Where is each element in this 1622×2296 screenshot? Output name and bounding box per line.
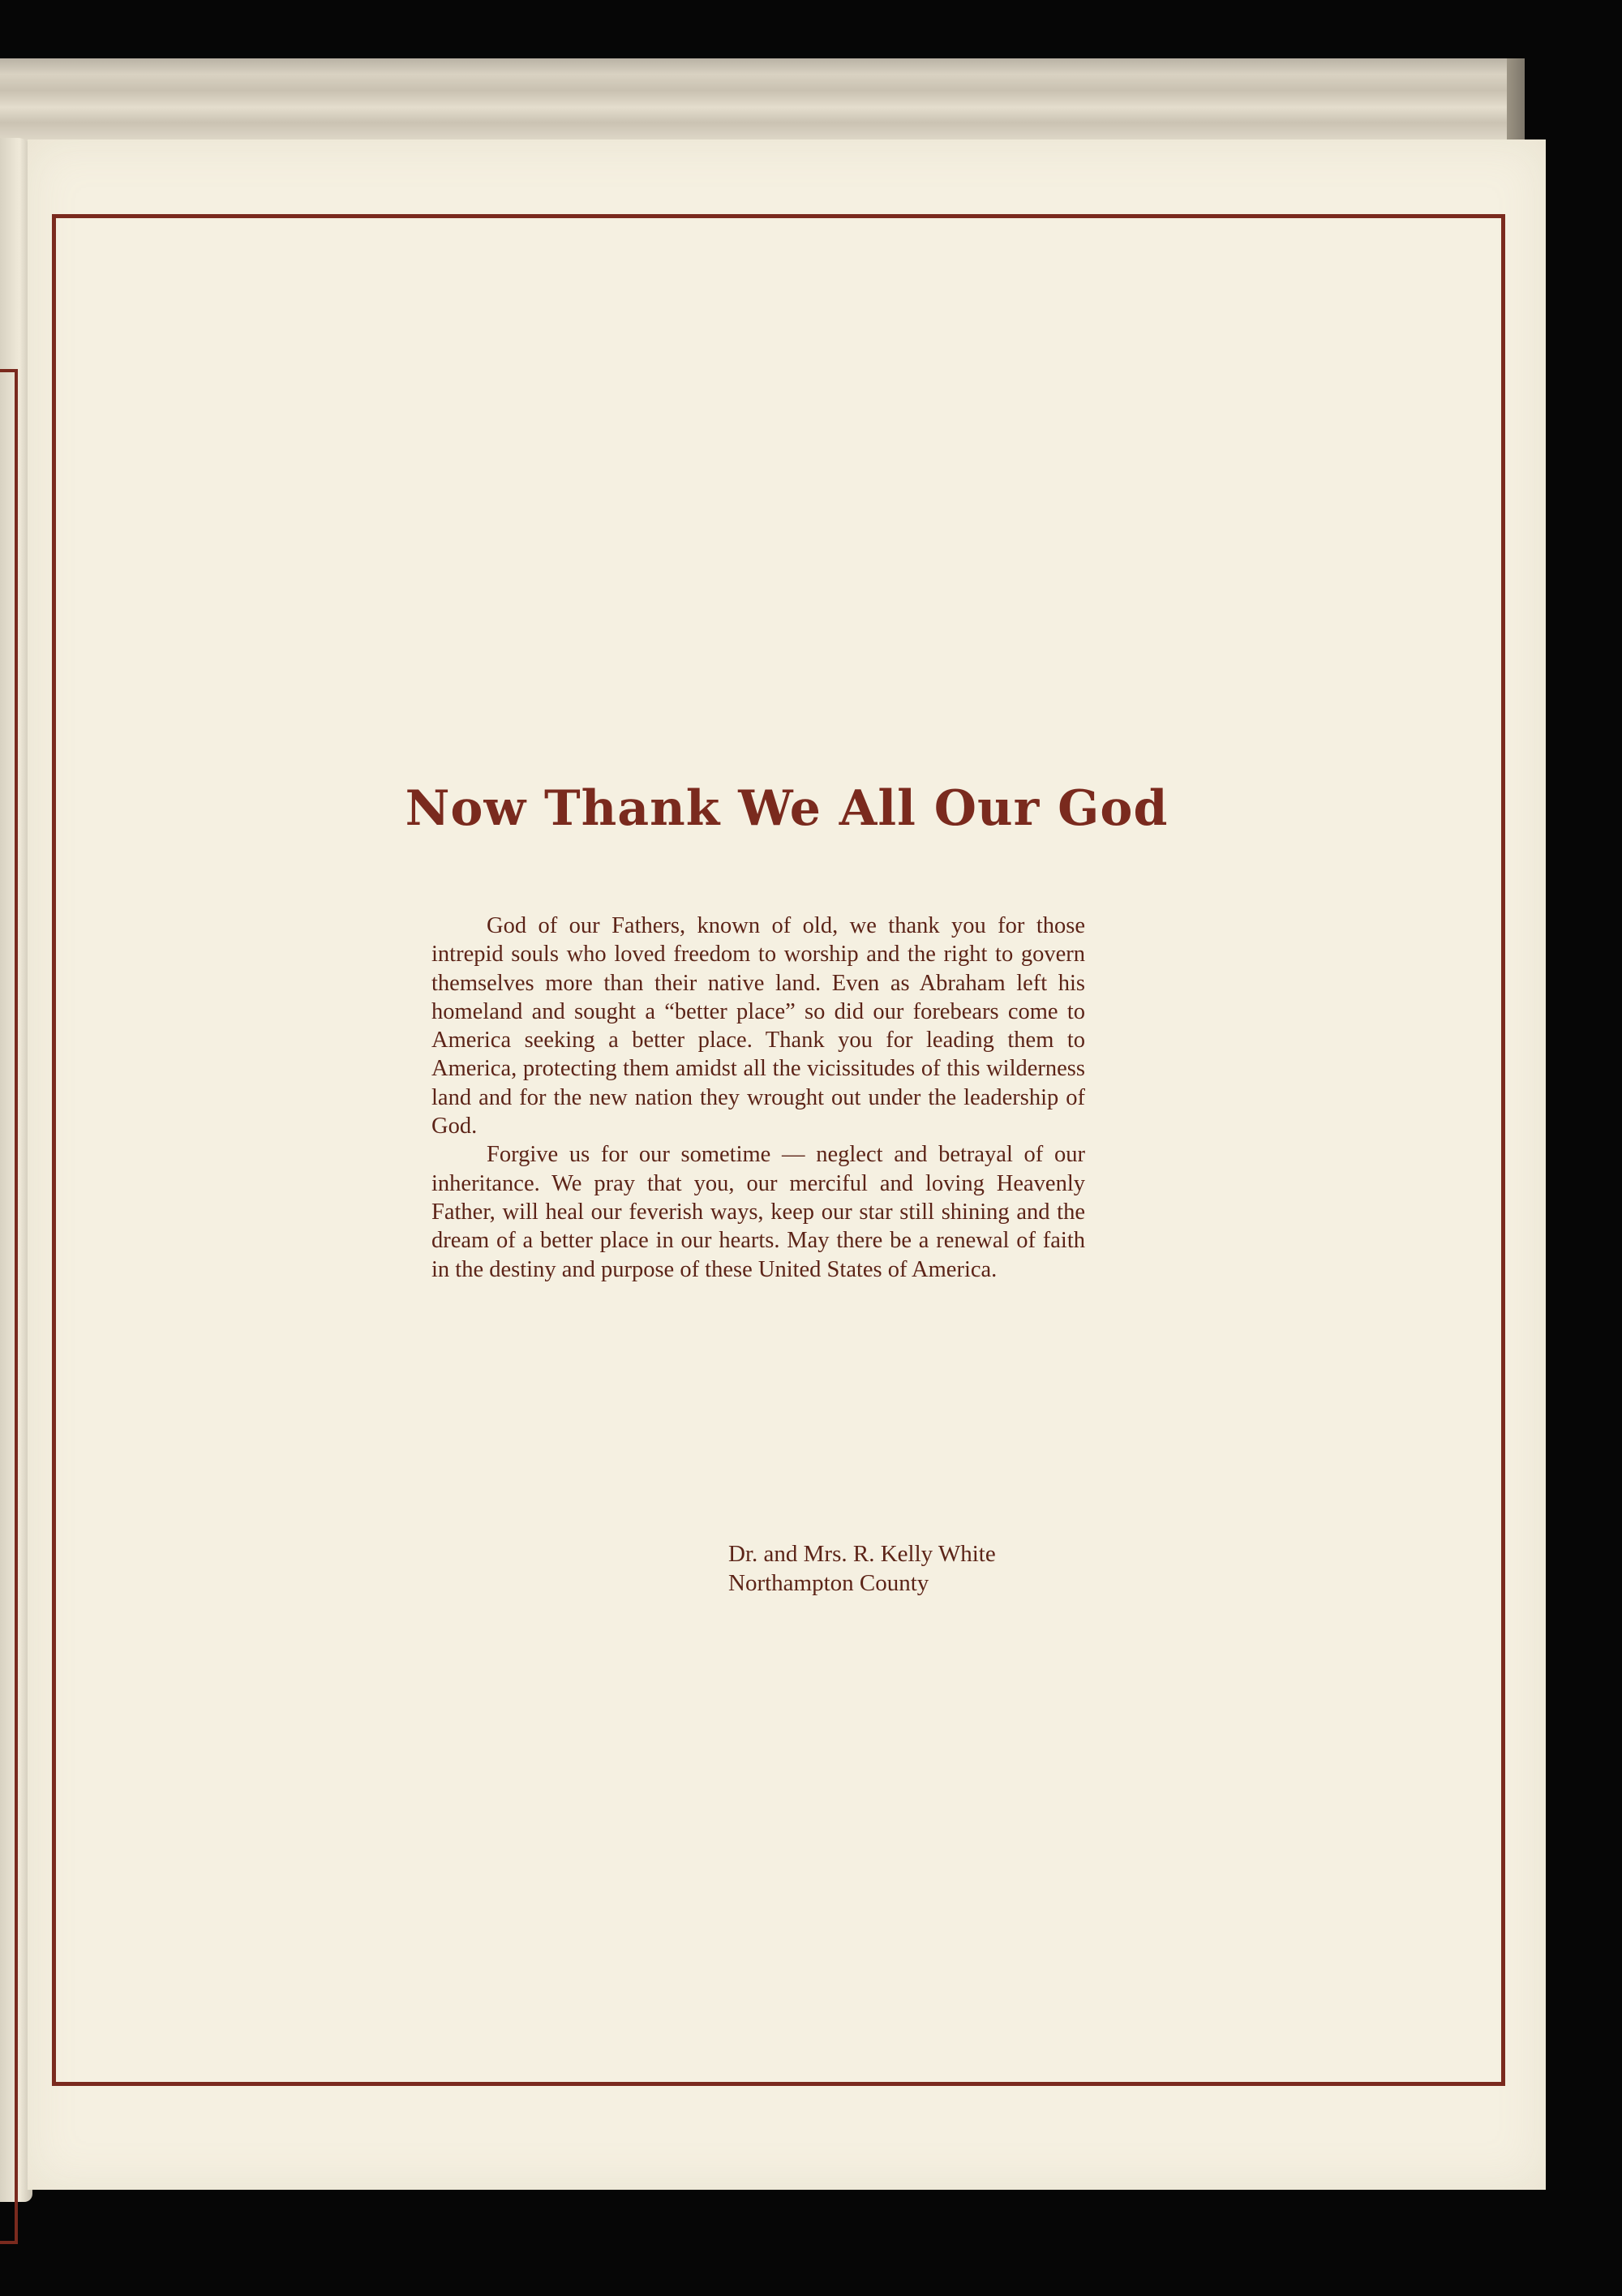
book-page-edges bbox=[0, 58, 1525, 148]
page-title: Now Thank We All Our God bbox=[405, 780, 1169, 837]
left-page-border bbox=[0, 369, 18, 2244]
prayer-body bbox=[431, 912, 1085, 1284]
paragraph-2: Forgive us for our sometime — neglect and betrayal of our inheritance. We pray that you, our merciful and loving Heavenly Father, will heal our feverish ways, keep our star still shining and the dream of a better place in our hearts. May there be a renewal of faith in the destiny and purpose of these United States of America. bbox=[431, 1142, 1085, 1282]
signature-block bbox=[728, 1539, 1215, 1598]
document-page bbox=[28, 139, 1546, 2190]
signature-name: Dr. and Mrs. R. Kelly White bbox=[728, 1541, 996, 1567]
signature-location: Northampton County bbox=[728, 1570, 929, 1596]
paragraph-1: God of our Fathers, known of old, we thank you for those intrepid souls who loved freedom to worship and the right to govern themselves more than their native land. Even as Abraham left his homeland and sought a “better place” so did our forebears come to America seeking a better place. Thank you for leading them to America, protecting them amidst all the vicissitudes of this wilderness land and for the new nation they wrought out under the leadership of God. bbox=[431, 913, 1085, 1139]
